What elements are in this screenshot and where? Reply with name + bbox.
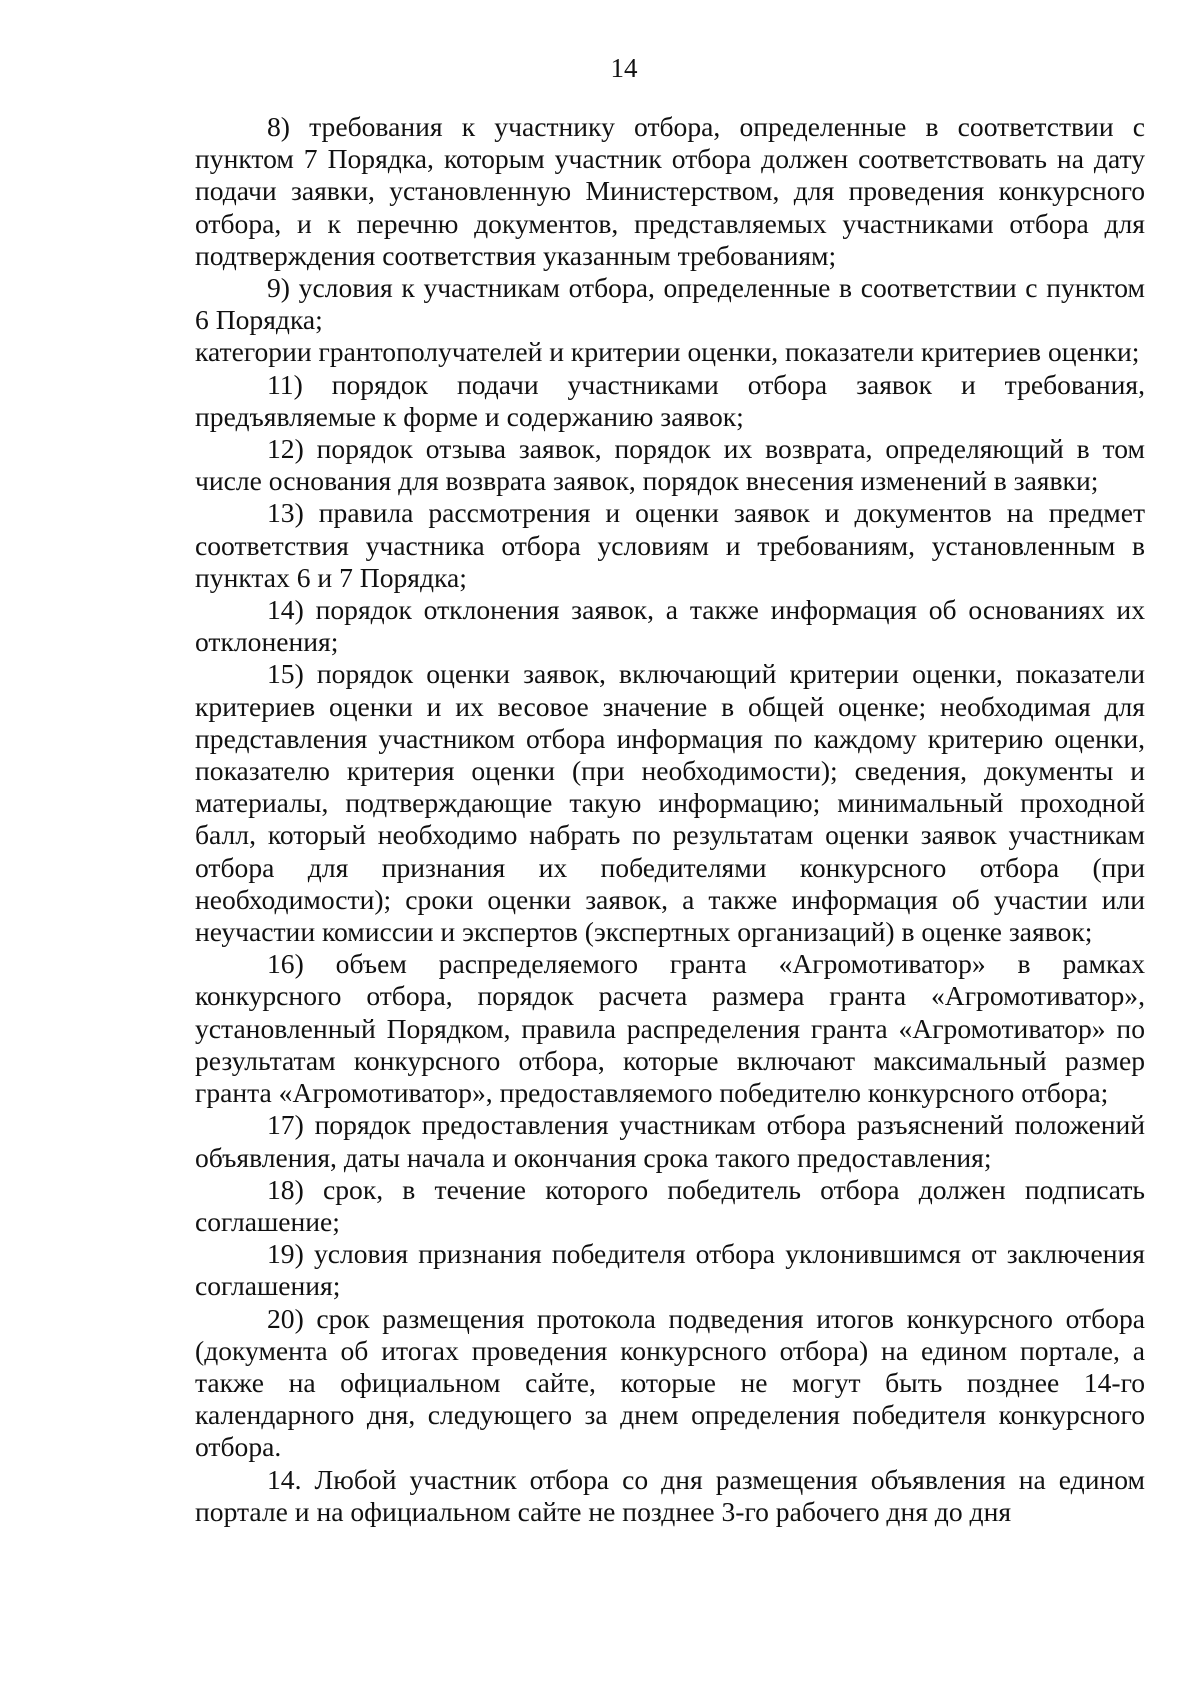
list-item-17: 17) порядок предоставления участникам отбора разъяснений положений объявления, даты начала и окончания срока такого предоставления;: [195, 1109, 1145, 1173]
list-item-19: 19) условия признания победителя отбора уклонившимся от заключения соглашения;: [195, 1238, 1145, 1302]
list-item-20: 20) срок размещения протокола подведения итогов конкурсного отбора (документа об итогах проведения конкурсного отбора) на едином портале, а также на официальном сайте, которые не могут быть позднее 14-го календарного дня, следующего за днем определения победителя конкурсного отбора.: [195, 1302, 1145, 1463]
list-item-12: 12) порядок отзыва заявок, порядок их возврата, определяющий в том числе основания для возврата заявок, порядок внесения изменений в заявки;: [195, 433, 1145, 497]
list-item-15: 15) порядок оценки заявок, включающий критерии оценки, показатели критериев оценки и их весовое значение в общей оценке; необходимая для представления участником отбора информация по каждому критерию оценки, показателю критерия оценки (при необходимости); сведения, документы и материалы, подтверждающие такую информацию; минимальный проходной балл, который необходимо набрать по результатам оценки заявок участникам отбора для признания их победителями конкурсного отбора (при необходимости); сроки оценки заявок, а также информация об участии или неучастии комиссии и экспертов (экспертных организаций) в оценке заявок;: [195, 658, 1145, 948]
document-body: [195, 111, 1145, 1528]
list-item-18: 18) срок, в течение которого победитель отбора должен подписать соглашение;: [195, 1173, 1145, 1237]
list-item-8: 8) требования к участнику отбора, определенные в соответствии с пунктом 7 Порядка, которым участник отбора должен соответствовать на дату подачи заявки, установленную Министерством, для проведения конкурсного отбора, и к перечню документов, представляемых участниками отбора для подтверждения соответствия указанным требованиям;: [195, 111, 1145, 271]
list-item-16: 16) объем распределяемого гранта «Агромотиватор» в рамках конкурсного отбора, порядок расчета размера гранта «Агромотиватор», установленный Порядком, правила распределения гранта «Агромотиватор» по результатам конкурсного отбора, которые включают максимальный размер гранта «Агромотиватор», предоставляемого победителю конкурсного отбора;: [195, 948, 1145, 1109]
list-item-13: 13) правила рассмотрения и оценки заявок и документов на предмет соответствия участника отбора условиям и требованиям, установленным в пунктах 6 и 7 Порядка;: [195, 497, 1145, 593]
list-item-10: категории грантополучателей и критерии оценки, показатели критериев оценки;: [195, 336, 1140, 368]
list-item-9: 9) условия к участникам отбора, определенные в соответствии с пунктом 6 Порядка;: [195, 272, 1145, 336]
page-number: 14: [610, 53, 638, 83]
list-item-11: 11) порядок подачи участниками отбора заявок и требования, предъявляемые к форме и содержанию заявок;: [195, 368, 1145, 432]
list-item-14: 14) порядок отклонения заявок, а также информация об основаниях их отклонения;: [195, 594, 1145, 658]
section-14-paragraph: 14. Любой участник отбора со дня размещения объявления на едином портале и на официальном сайте не позднее 3-го рабочего дня до дня: [195, 1463, 1145, 1527]
